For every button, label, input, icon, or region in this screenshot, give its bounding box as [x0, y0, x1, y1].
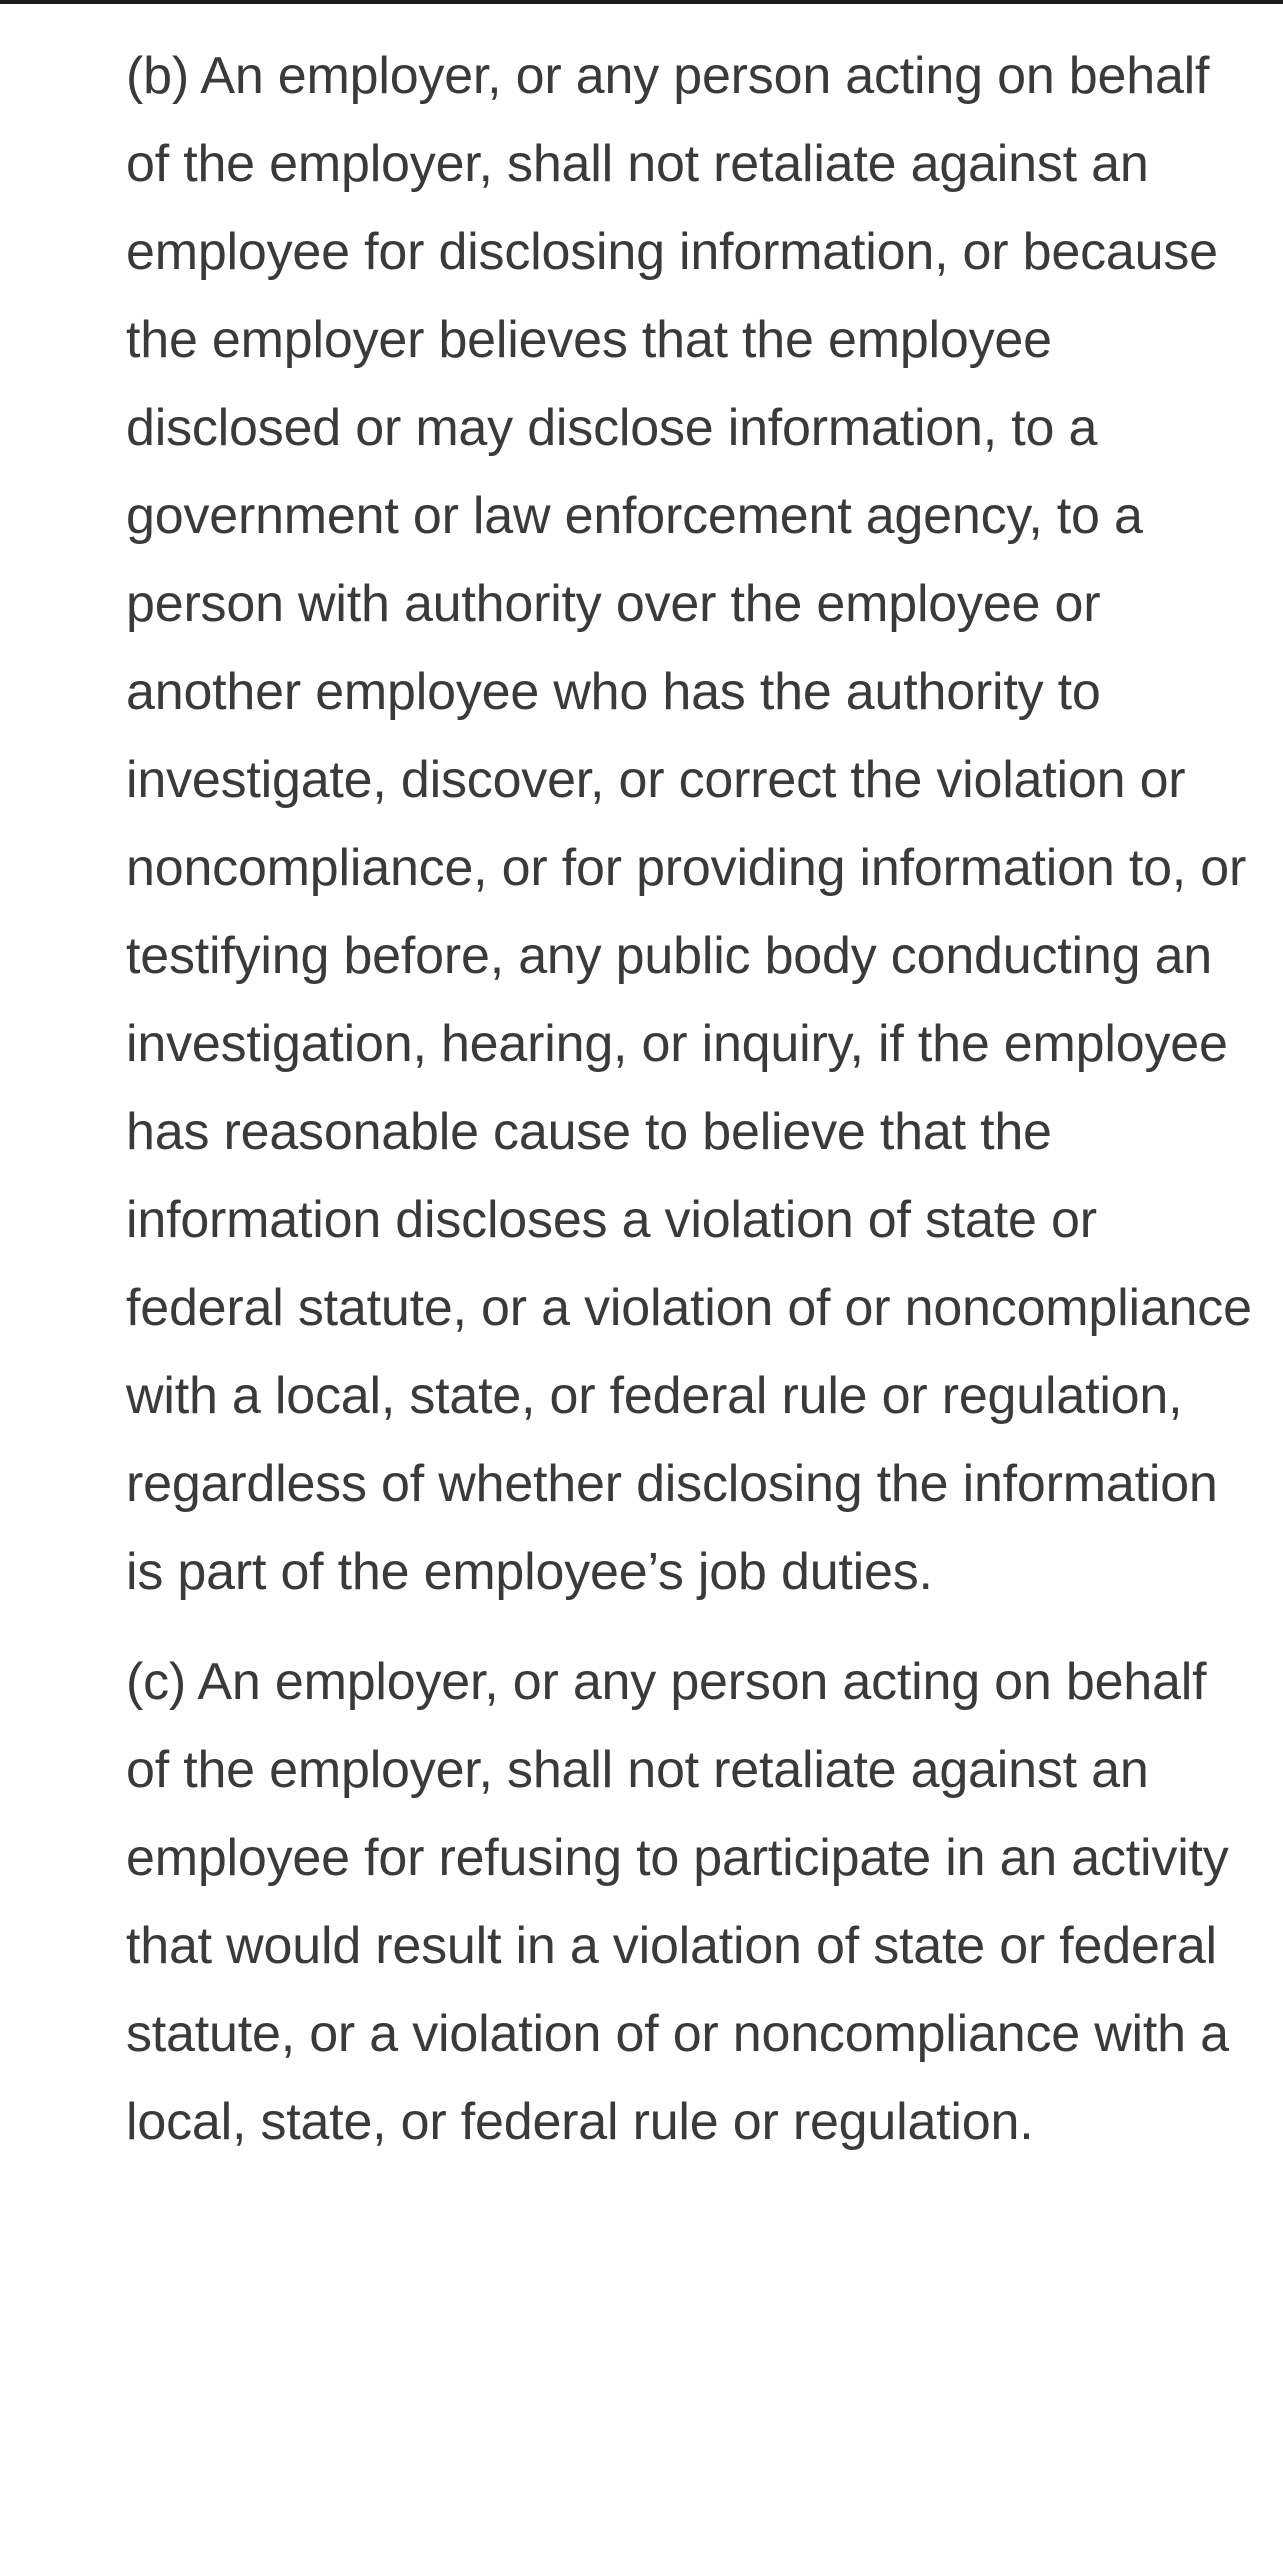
paragraph-c: (c) An employer, or any person acting on behalf of the employer, shall not retaliate against an employee for refusing to participate in an activity that would result in a violation of state or federal statute, or a violation of or noncompliance with a local, state, or federal rule or regulation.	[126, 1653, 1229, 2151]
document-body	[126, 32, 1256, 2166]
paragraph-b: (b) An employer, or any person acting on behalf of the employer, shall not retaliate against an employee for disclosing information, or because the employer believes that the employee disclosed or may disclose information, to a government or law enforcement agency, to a person with authority over the employee or another employee who has the authority to investigate, discover, or correct the violation or noncompliance, or for providing information to, or testifying before, any public body conducting an investigation, hearing, or inquiry, if the employee has reasonable cause to believe that the information discloses a violation of state or federal statute, or a violation of or noncompliance with a local, state, or federal rule or regulation, regardless of whether disclosing the information is part of the employee’s job duties.	[126, 47, 1252, 1601]
top-border-divider	[0, 0, 1283, 4]
